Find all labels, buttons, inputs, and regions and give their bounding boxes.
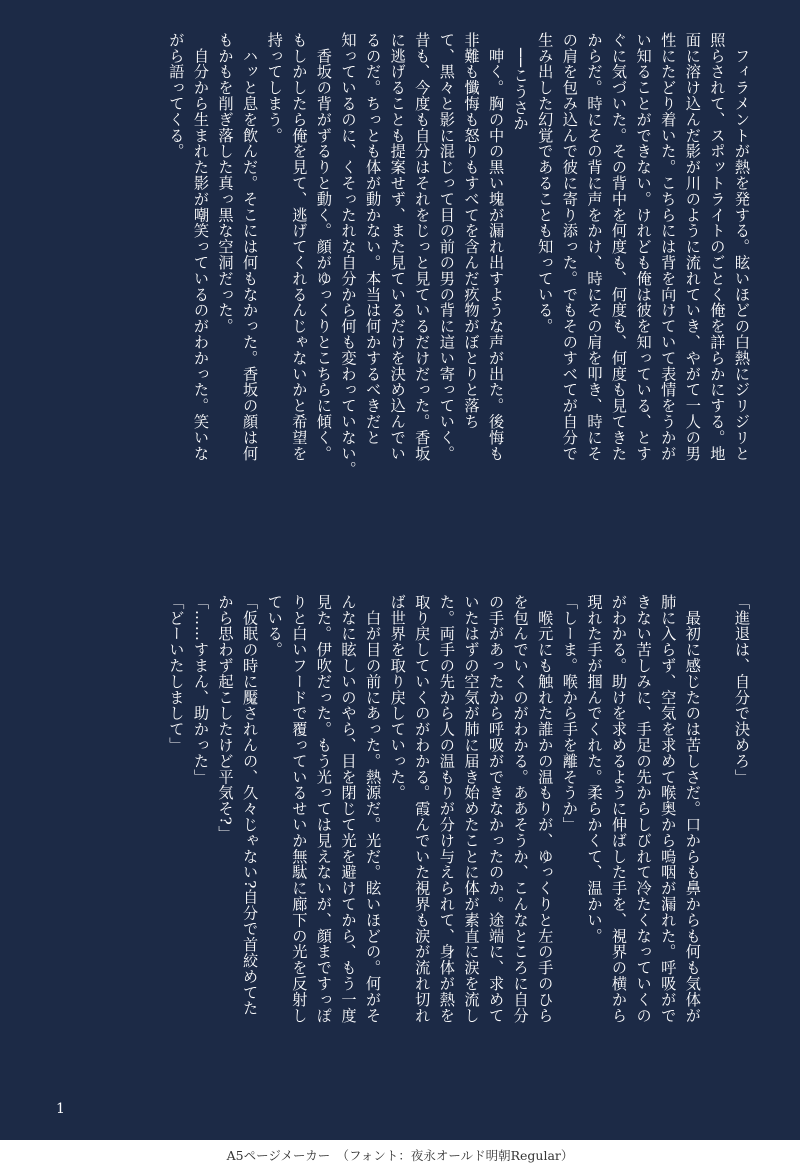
top-text-line: がら語ってくる。 [167,32,186,160]
bottom-text-line: きない苦しみに、手足の先からしびれて冷たくなっていくの [634,594,653,1024]
top-text-line: もかもを削ぎ落した真っ黒な空洞だった。 [216,32,235,335]
bottom-text-line: がわかる。助けを求めるように伸ばした手を、視界の横から [610,594,629,1024]
bottom-text-line: の手があったから呼吸ができなかったのか。途端に、求めて [487,594,506,1024]
bottom-text-line: 「……すまん、助かった」 [191,594,210,785]
bottom-text-line: 最初に感じたのは苦しさだ。口からも鼻からも何も気体が [683,594,702,1024]
bottom-text-line: 取り戻していくのがわかる。霞んでいた視界も涙が流れ切れ [413,594,432,1024]
bottom-text-line: 喉元にも触れた誰かの温もりが、ゆっくりと左の手のひら [536,594,555,1024]
bottom-text-line: 「仮眠の時に魘されんの、久々じゃない?自分で首絞めてた [241,594,260,1017]
bottom-text-line: りと白いフードで覆っているせいか無駄に廊下の光を反射し [290,594,309,1024]
bottom-text-line: 「どーいたしまして」 [167,594,186,753]
top-text-line: 昔も、今度も自分はそれをじっと見ているだけだった。香坂 [413,32,432,462]
bottom-text-line: んなに眩しいのやら、目を閉じて光を避けてから、もう一度 [339,594,358,1024]
top-text-line: 生み出した幻覚であることも知っている。 [536,32,555,335]
bottom-text-line: 見た。伊吹だった。もう光っては見えないが、顔まですっぽ [314,594,333,1024]
top-text-line: 自分から生まれた影が嘲笑っているのがわかった。笑いな [191,32,210,462]
bottom-text-line: から思わず起こしたけど平気そ?」 [216,594,235,842]
top-text-line: 呻く。胸の中の黒い塊が漏れ出すような声が出た。後悔も [487,32,506,462]
bottom-text-line: ば世界を取り戻していった。 [388,594,407,801]
bottom-text-line: 白が目の前にあった。熱源だ。光だ。眩いほどの。何がそ [364,594,383,1024]
bottom-text-line: を包んでいくのがわかる。ああそうか、こんなところに自分 [511,594,530,1024]
top-text-line: 面に溶け込んだ影が川のように流れていき、やがて一人の男 [683,32,702,462]
text-block-top [164,32,754,562]
top-text-line: ──こうさか [511,32,530,132]
top-text-line: るのだ。ちっとも体が動かない。本当は何かするべきだと [364,32,383,446]
top-text-line: 知っているのに、くそったれな自分から何も変わっていない。 [339,32,358,478]
top-text-line: い知ることができない。けれども俺は彼を知っている、とす [634,32,653,462]
top-text-line: 性にたどり着いた。こちらには背を向けていて表情をうかが [659,32,678,462]
top-text-line: て、黒々と影に混じって目の前の男の背に這い寄っていく。 [437,32,456,462]
top-text-line: の肩を包み込んで彼に寄り添った。でもそのすべてが自分で [560,32,579,462]
top-text-line: に逃げることも提案せず、また見ているだけを決め込んでい [388,32,407,462]
bottom-text-line: ている。 [265,594,284,658]
bottom-text-line: いたはずの空気が肺に届き始めたことに体が素直に涙を流し [462,594,481,1024]
bottom-text-line: 現れた手が掴んでくれた。柔らかくて、温かい。 [585,594,604,944]
top-text-line: からだ。時にその背に声をかけ、時にその肩を叩き、時にそ [585,32,604,462]
bottom-text-line [705,594,730,1114]
bottom-text-line: た。両手の先から人の温もりが分け与えられて、身体が熱を [437,594,456,1024]
bottom-text-line: 「進退は、自分で決めろ」 [733,594,751,785]
page-number: 1 [56,1101,65,1117]
top-text-line: もしかしたら俺を見て、逃げてくれるんじゃないかと希望を [290,32,309,462]
top-text-line: 照らされて、スポットライトのごとく俺を詳らかにする。地 [708,32,727,462]
top-text-line: 香坂の背がずるりと動く。顔がゆっくりとこちらに傾く。 [314,32,333,462]
top-text-line: 非難も懺悔も怒りもすべてを含んだ疚物がぼとりと落ち [462,32,481,430]
top-text-line: ぐに気づいた。その背中を何度も、何度も、何度も見てきた [610,32,629,462]
top-text-line: 持ってしまう。 [265,32,284,144]
top-text-line: ハッと息を飲んだ。そこには何もなかった。香坂の顔は何 [241,32,260,462]
top-text-line: フィラメントが熱を発する。眩いほどの白熱にジリジリと [733,32,751,462]
bottom-text-line: 肺に入らず、空気を求めて喉奥から嗚咽が漏れた。呼吸がで [659,594,678,1024]
footer-credit: A5ページメーカー （フォント：夜永オールド明朝Regular） [226,1148,574,1163]
text-block-bottom [164,594,754,1114]
bottom-text-line: 「しーま。喉から手を離そうか」 [560,594,579,833]
